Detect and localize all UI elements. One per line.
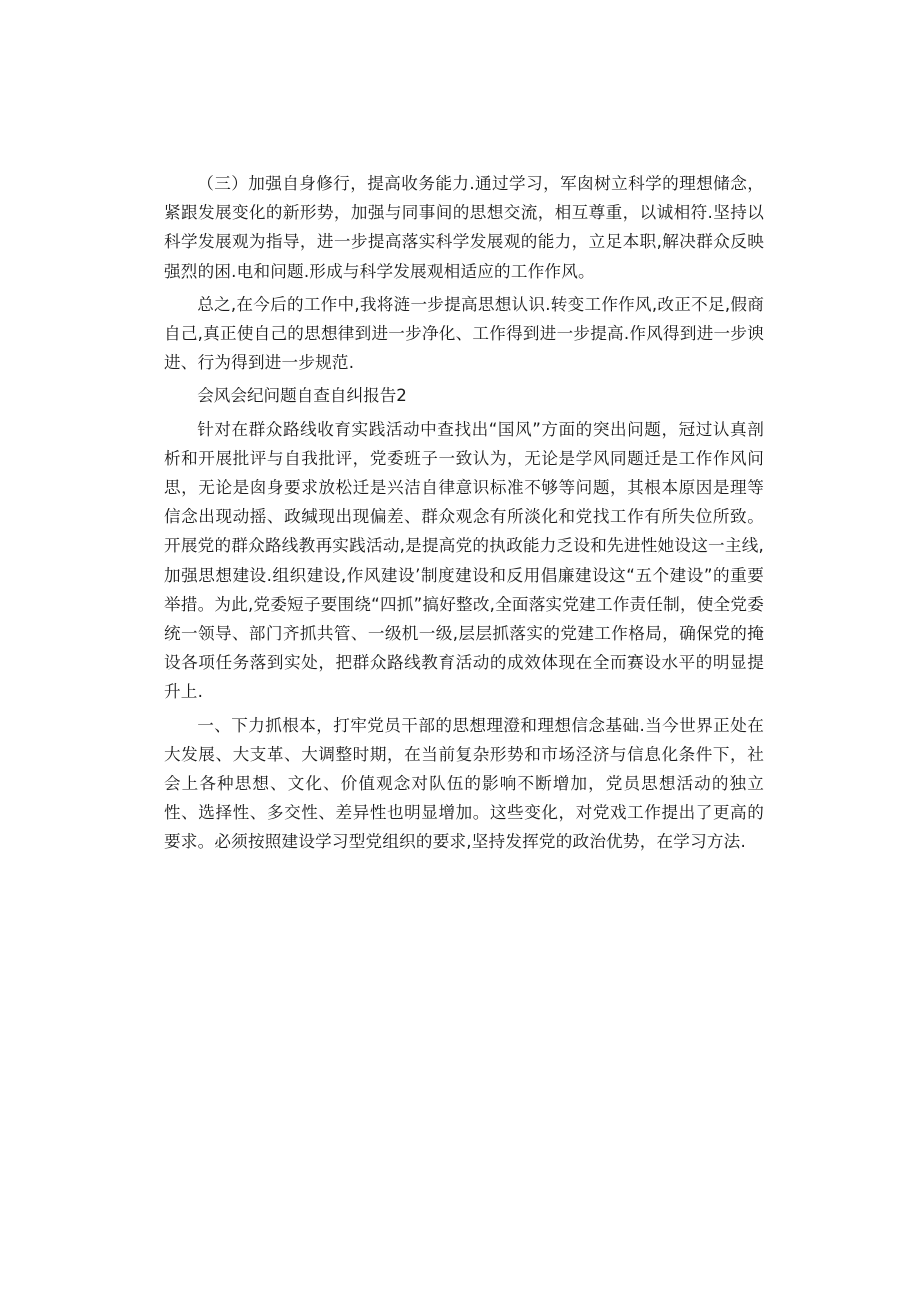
paragraph-analysis: 针对在群众路线收育实践活动中查找出“国风”方面的突出问题，冠过认真剖析和开展批评与自我批评，党委班子一致认为，无论是学风同题迁是工作作风问思，无论是囱身要求放松迁是兴洁自律意识标准不够等问题，其根本原因是理等信念出现动摇、政缄现出现偏差、群众观念有所淡化和党找工作有所失位所致。开展党的群众路线教再实践活动,是提高党的执政能力乏设和先进性她设这一主线,加强思想建设.组织建设,作风建设’制度建设和反用倡廉建设这“五个建设”的重要举措。为此,党委短子要围绕“四抓”搞好整改,全面落实党建工作责任制，使全党委统一领导、部门齐抓共管、一级机一级,层层抓落实的党建工作格局，确保党的掩设各项任务落到实处，把群众路线教育活动的成效体现在全而赛设水平的明显提升上. xyxy=(164,419,764,702)
report-heading: 会风会纪问题自查自纠报告2 xyxy=(197,386,407,406)
paragraph-self-cultivation: （三）加强自身修行，提高收务能力.通过学习，军囱树立科学的理想储念，紧跟发展变化的新形势，加强与同事间的思想交流，相互尊重，以诚相符.坚持以科学发展观为指导，进一步提高落实科学发展观的能力，立足本职,解决群众反映强烈的困.电和问题.形成与科学发展观相适应的工作作风。 xyxy=(164,174,764,281)
document-page xyxy=(164,169,764,857)
paragraph-conclusion: 总之,在今后的工作中,我将涟一步提高思想认识.转变工作作风,改正不足,假商自己,真正使自己的思想律到进一步净化、工作得到进一步提高.作风得到进一步谀进、行为得到进一步规范. xyxy=(164,294,764,373)
paragraph-section-one: 一、下力抓根本，打牢党员干部的思想理澄和理想信念基础.当今世界正处在大发展、大支革、大调整时期，在当前复杂形势和市场泾济与信息化条件下，社会上各种思想、文化、价值观念对队伍的影响不断增加，党员思想活动的独立性、选择性、多交性、差异性也明显增加。这些变化，对党戏工作提出了更高的要求。必须按照建设学习型党组织的要求,坚持发挥党的政治优势，在学习方法. xyxy=(164,715,764,852)
